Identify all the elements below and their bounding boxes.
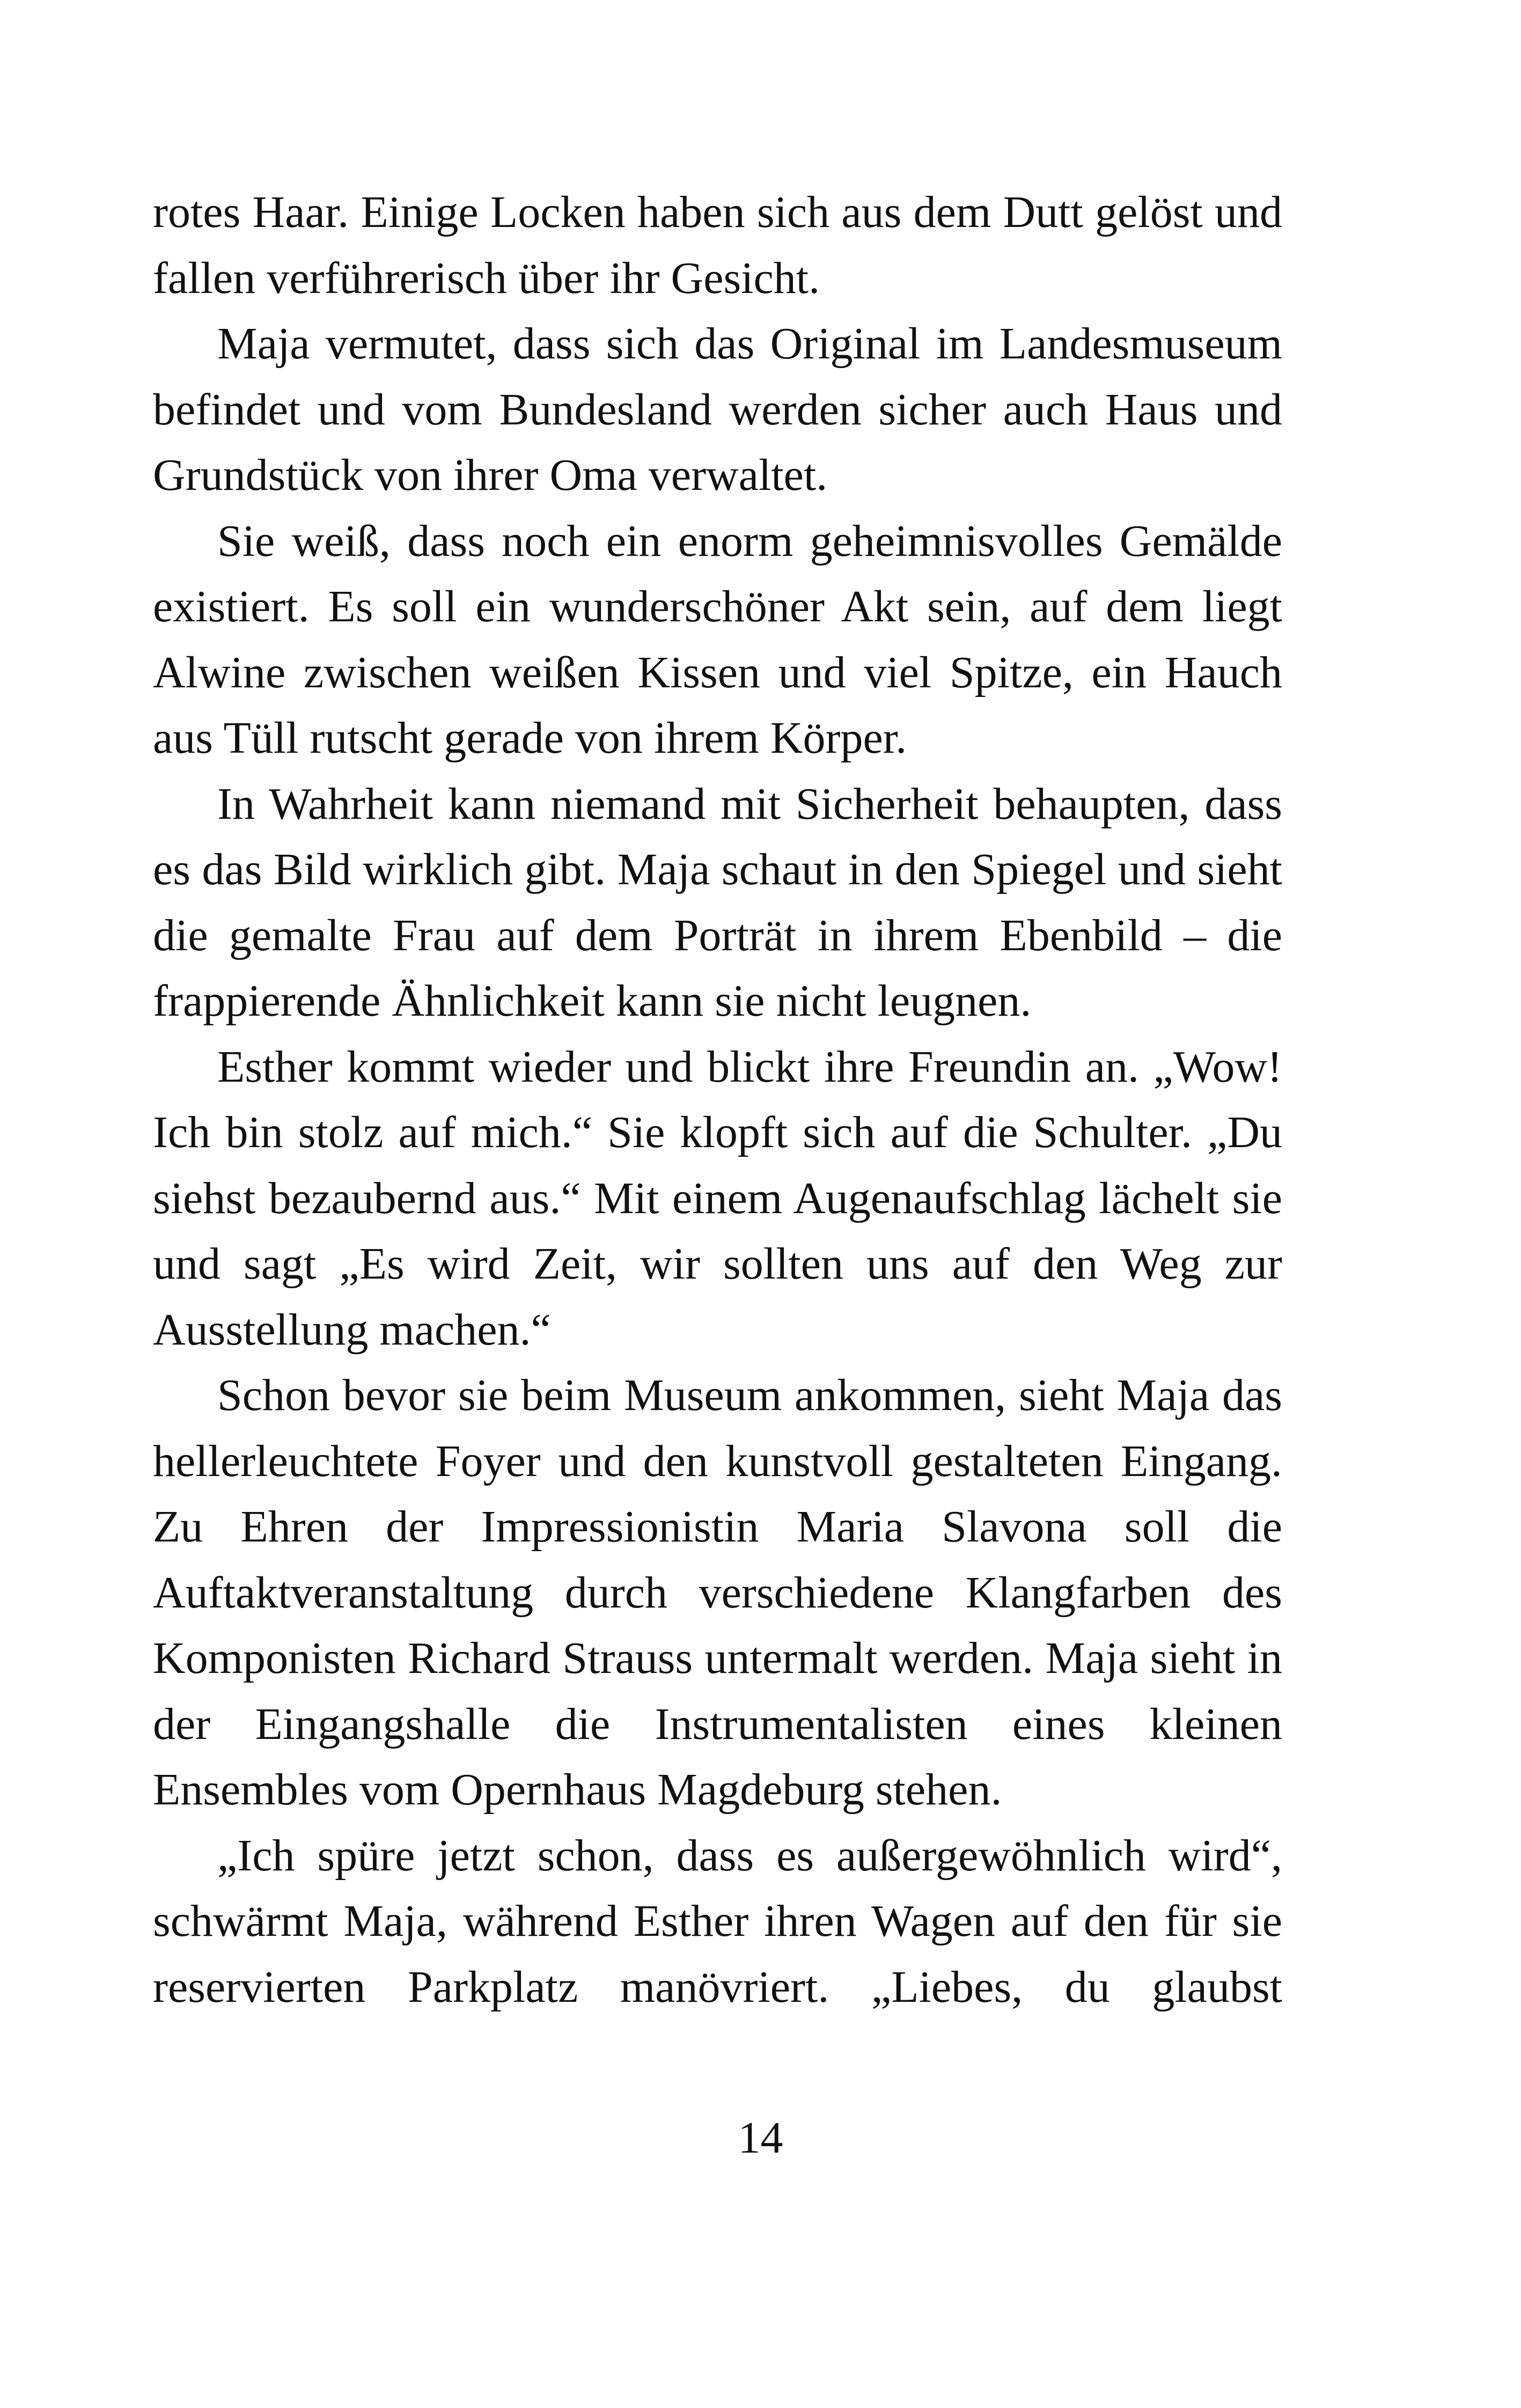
paragraph-6: Schon bevor sie beim Museum ankommen, sieht Maja das hellerleuchtete Foyer und den kunstvoll gestalteten Eingang. Zu Ehren der Impressionistin Maria Slavona soll die Auftaktveranstaltung durch verschiedene Klangfarben des Komponisten Richard Strauss untermalt werden. Maja sieht in der Eingangshalle die Instrumentalisten eines kleinen Ensembles vom Opernhaus Magdeburg stehen. [153, 1370, 1282, 1815]
paragraph-3: Sie weiß, dass noch ein enorm geheimnisvolles Gemälde existiert. Es soll ein wunderschöner Akt sein, auf dem liegt Alwine zwischen weißen Kissen und viel Spitze, ein Hauch aus Tüll rutscht gerade von ihrem Körper. [153, 516, 1282, 763]
paragraph-7: „Ich spüre jetzt schon, dass es außergewöhnlich wird“, schwärmt Maja, während Esther ihren Wagen auf den für sie reservierten Parkplatz manövriert. „Liebes, du glaubst [153, 1830, 1282, 2012]
page-number: 14 [738, 2113, 783, 2163]
paragraph-2: Maja vermutet, dass sich das Original im Landesmuseum befindet und vom Bundesland werden sicher auch Haus und Grundstück von ihrer Oma verwaltet. [153, 319, 1282, 500]
body-text [153, 180, 1282, 2020]
paragraph-4: In Wahrheit kann niemand mit Sicherheit behaupten, dass es das Bild wirklich gibt. Maja schaut in den Spiegel und sieht die gemalte Frau auf dem Porträt in ihrem Ebenbild – die frappierende Ähnlichkeit kann sie nicht leugnen. [153, 779, 1282, 1026]
paragraph-5: Esther kommt wieder und blickt ihre Freundin an. „Wow! Ich bin stolz auf mich.“ Sie klopft sich auf die Schulter. „Du siehst bezaubernd aus.“ Mit einem Augenaufschlag lächelt sie und sagt „Es wird Zeit, wir sollten uns auf den Weg zur Ausstellung machen.“ [153, 1041, 1282, 1355]
paragraph-1: rotes Haar. Einige Locken haben sich aus dem Dutt gelöst und fallen verführerisch über ihr Gesicht. [153, 187, 1282, 303]
